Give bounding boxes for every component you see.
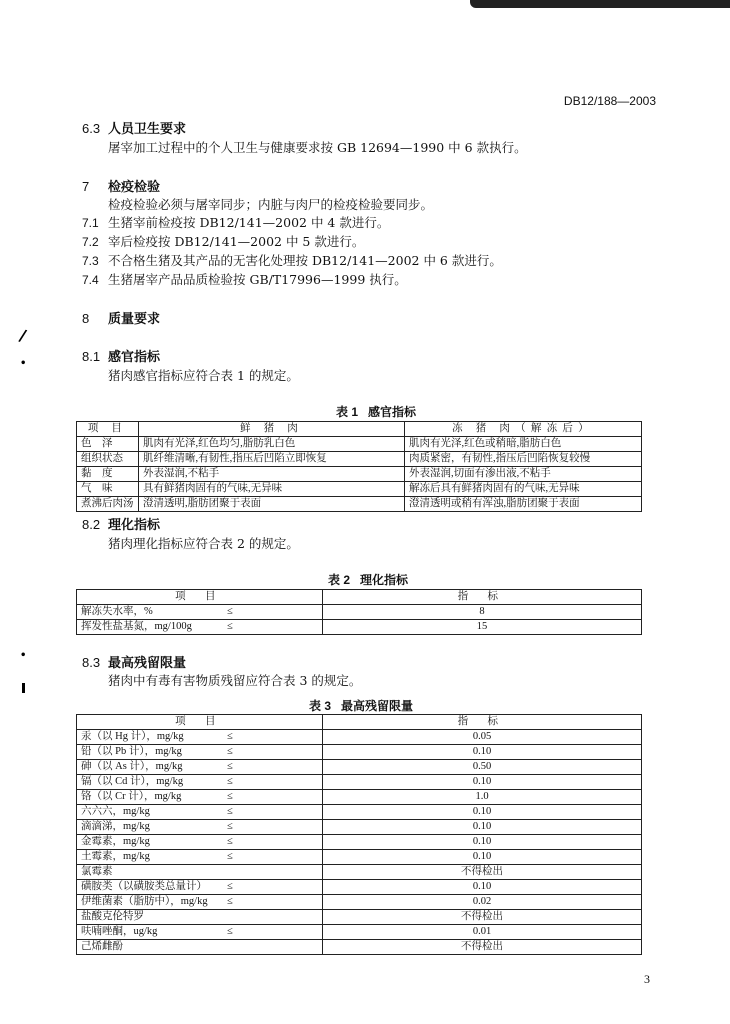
table-row: 金霉素，mg/kg ≤ 0.10 — [77, 835, 642, 850]
table-row: 伊维菌素（脂肪中），mg/kg ≤ 0.02 — [77, 895, 642, 910]
table-row: 组织状态 肌纤维清晰,有韧性,指压后凹陷立即恢复 肉质紧密，有韧性,指压后凹陷恢复较慢 — [77, 452, 642, 467]
table-row: 挥发性盐基氮，mg/100g ≤ 15 — [77, 620, 642, 635]
section-8-2-text: 猪肉理化指标应符合表 2 的规定。 — [108, 536, 299, 551]
table-1-caption: 表 1 感官指标 — [336, 405, 417, 419]
page-number: 3 — [644, 972, 650, 986]
table-header-row — [77, 422, 642, 437]
table-row: 煮沸后肉汤 澄清透明,脂肪团聚于表面 澄清透明或稍有浑浊,脂肪团聚于表面 — [77, 497, 642, 512]
section-8-1-text: 猪肉感官指标应符合表 1 的规定。 — [108, 368, 299, 383]
column-header: 项 目 — [77, 715, 323, 730]
table-row: 磺胺类（以磺胺类总量计） ≤ 0.10 — [77, 880, 642, 895]
document-code: DB12/188—2003 — [563, 94, 656, 108]
column-header: 项 目 — [77, 422, 139, 437]
section-7-heading: 7 检疫检验 — [82, 179, 161, 194]
table-row: 铬（以 Cr 计），mg/kg ≤ 1.0 — [77, 790, 642, 805]
table-header-row — [77, 715, 642, 730]
section-7-text: 检疫检验必须与屠宰同步；内脏与肉尸的检疫检验要同步。 — [108, 197, 434, 212]
table-row: 砷（以 As 计），mg/kg ≤ 0.50 — [77, 760, 642, 775]
column-header: 鲜 猪 肉 — [139, 422, 405, 437]
table-row: 气 味 具有鲜猪肉固有的气味,无异味 解冻后具有鲜猪肉固有的气味,无异味 — [77, 482, 642, 497]
table-row: 盐酸克伦特罗 不得检出 — [77, 910, 642, 925]
table-1-sensory — [76, 421, 642, 512]
scan-mark: • — [20, 650, 27, 661]
column-header: 指 标 — [323, 590, 642, 605]
table-3-max-residue-limits — [76, 714, 642, 955]
table-2-caption: 表 2 理化指标 — [328, 573, 409, 587]
table-row: 汞（以 Hg 计），mg/kg ≤ 0.05 — [77, 730, 642, 745]
table-2-physicochemical — [76, 589, 642, 635]
table-row: 镉（以 Cd 计），mg/kg ≤ 0.10 — [77, 775, 642, 790]
section-8-3-text: 猪肉中有毒有害物质残留应符合表 3 的规定。 — [108, 673, 362, 688]
scan-mark: • — [20, 358, 27, 369]
column-header: 冻 猪 肉（解冻后） — [405, 422, 642, 437]
section-6-3-heading: 6.3 人员卫生要求 — [82, 121, 187, 136]
table-row: 铅（以 Pb 计），mg/kg ≤ 0.10 — [77, 745, 642, 760]
table-row: 色 泽 肌肉有光泽,红色均匀,脂肪乳白色 肌肉有光泽,红色或稍暗,脂肪白色 — [77, 437, 642, 452]
list-item: 7.4 生猪屠宰产品品质检验按 GB/T17996—1999 执行。 — [82, 272, 407, 287]
table-row: 黏 度 外表湿润,不粘手 外表湿润,切面有渗出液,不粘手 — [77, 467, 642, 482]
scan-edge-line — [470, 0, 730, 8]
section-8-3-heading: 8.3 最高残留限量 — [82, 655, 187, 670]
section-8-2-heading: 8.2 理化指标 — [82, 517, 161, 532]
list-item: 7.3 不合格生猪及其产品的无害化处理按 DB12/141—2002 中 6 款进行。 — [82, 253, 502, 268]
section-8-heading: 8 质量要求 — [82, 311, 161, 326]
table-header-row — [77, 590, 642, 605]
table-row: 滴滴涕，mg/kg ≤ 0.10 — [77, 820, 642, 835]
list-item: 7.1 生猪宰前检疫按 DB12/141—2002 中 4 款进行。 — [82, 215, 390, 230]
table-row: 六六六，mg/kg ≤ 0.10 — [77, 805, 642, 820]
scan-mark: / — [17, 325, 29, 346]
table-row: 己烯雌酚 不得检出 — [77, 940, 642, 955]
list-item: 7.2 宰后检疫按 DB12/141—2002 中 5 款进行。 — [82, 234, 365, 249]
table-row: 解冻失水率，% ≤ 8 — [77, 605, 642, 620]
column-header: 项 目 — [77, 590, 323, 605]
column-header: 指 标 — [323, 715, 642, 730]
table-row: 土霉素，mg/kg ≤ 0.10 — [77, 850, 642, 865]
scan-mark — [22, 683, 25, 693]
table-row: 氯霉素 不得检出 — [77, 865, 642, 880]
section-6-3-text: 屠宰加工过程中的个人卫生与健康要求按 GB 12694—1990 中 6 款执行。 — [108, 140, 527, 155]
table-row: 呋喃唑酮，ug/kg ≤ 0.01 — [77, 925, 642, 940]
table-3-caption: 表 3 最高残留限量 — [309, 699, 414, 713]
section-8-1-heading: 8.1 感官指标 — [82, 349, 161, 364]
